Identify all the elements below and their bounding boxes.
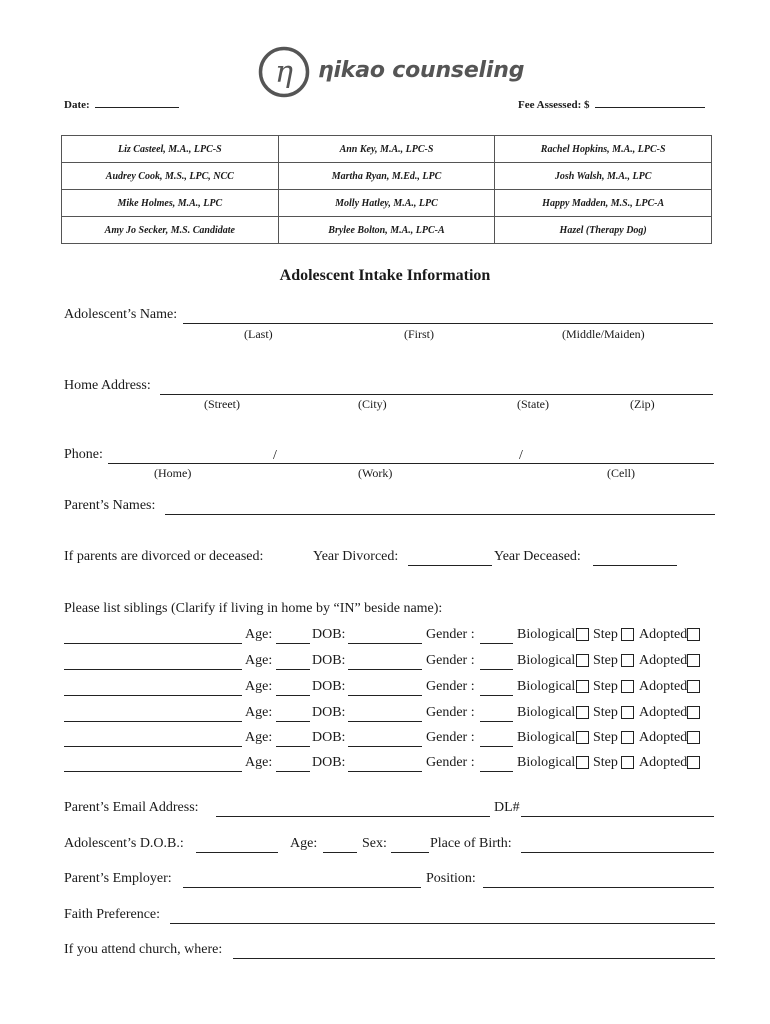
sibling-age-input-line[interactable] (276, 643, 310, 644)
sibling-dob-input-line[interactable] (348, 643, 422, 644)
step-checkbox[interactable] (621, 706, 634, 719)
name-input-line[interactable] (183, 323, 713, 324)
fee-field[interactable] (518, 97, 705, 111)
birthplace-label: Place of Birth: (430, 836, 512, 851)
sibling-dob-label: DOB: (312, 755, 346, 770)
sibling-age-input-line[interactable] (276, 746, 310, 747)
year-divorced-label: Year Divorced: (313, 549, 399, 564)
phone-separator: / (519, 448, 523, 463)
divorce-label: If parents are divorced or deceased: (64, 549, 264, 564)
sex-label: Sex: (362, 836, 387, 851)
sibling-age-label: Age: (245, 705, 273, 720)
sibling-dob-input-line[interactable] (348, 721, 422, 722)
sibling-gender-input-line[interactable] (480, 771, 513, 772)
sibling-age-label: Age: (245, 730, 273, 745)
sibling-step-label: Step (593, 653, 618, 668)
biological-checkbox[interactable] (576, 680, 589, 693)
staff-cell: Liz Casteel, M.A., LPC-S (62, 136, 279, 163)
position-label: Position: (426, 871, 476, 886)
sibling-dob-label: DOB: (312, 705, 346, 720)
sibling-biological-label: Biological (517, 755, 576, 770)
sibling-age-label: Age: (245, 755, 273, 770)
dl-input-line[interactable] (521, 816, 714, 817)
sibling-gender-input-line[interactable] (480, 721, 513, 722)
biological-checkbox[interactable] (576, 731, 589, 744)
sibling-age-input-line[interactable] (276, 669, 310, 670)
sibling-name-input-line[interactable] (64, 771, 242, 772)
sibling-gender-label: Gender : (426, 705, 475, 720)
step-checkbox[interactable] (621, 654, 634, 667)
email-input-line[interactable] (216, 816, 490, 817)
sibling-gender-label: Gender : (426, 730, 475, 745)
sibling-name-input-line[interactable] (64, 695, 242, 696)
staff-cell: Ann Key, M.A., LPC-S (278, 136, 495, 163)
siblings-label: Please list siblings (Clarify if living in home by “IN” beside name): (64, 601, 443, 616)
table-row (62, 217, 712, 244)
sibling-dob-input-line[interactable] (348, 669, 422, 670)
address-sub-city: (City) (358, 397, 387, 411)
step-checkbox[interactable] (621, 680, 634, 693)
name-sub-first: (First) (404, 327, 434, 341)
name-sub-last: (Last) (244, 327, 273, 341)
phone-input-line[interactable] (108, 463, 714, 464)
adopted-checkbox[interactable] (687, 731, 700, 744)
brand-name: ηikao counseling (318, 57, 525, 83)
step-checkbox[interactable] (621, 731, 634, 744)
year-divorced-input-line[interactable] (408, 565, 492, 566)
employer-input-line[interactable] (183, 887, 421, 888)
date-field[interactable] (64, 97, 179, 111)
dl-label: DL# (494, 800, 520, 815)
sex-input-line[interactable] (391, 852, 429, 853)
sibling-age-input-line[interactable] (276, 771, 310, 772)
step-checkbox[interactable] (621, 756, 634, 769)
phone-label: Phone: (64, 447, 103, 462)
table-row (62, 190, 712, 217)
sibling-step-label: Step (593, 679, 618, 694)
sibling-gender-input-line[interactable] (480, 746, 513, 747)
faith-input-line[interactable] (170, 923, 715, 924)
faith-label: Faith Preference: (64, 907, 161, 922)
sibling-name-input-line[interactable] (64, 643, 242, 644)
sibling-dob-label: DOB: (312, 679, 346, 694)
name-sub-middle: (Middle/Maiden) (562, 327, 645, 341)
address-input-line[interactable] (160, 394, 713, 395)
staff-cell: Mike Holmes, M.A., LPC (62, 190, 279, 217)
sibling-dob-label: DOB: (312, 653, 346, 668)
employer-label: Parent’s Employer: (64, 871, 172, 886)
sibling-gender-input-line[interactable] (480, 695, 513, 696)
sibling-adopted-label: Adopted (639, 755, 688, 770)
sibling-gender-input-line[interactable] (480, 643, 513, 644)
form-title: Adolescent Intake Information (279, 267, 491, 284)
age-label: Age: (290, 836, 318, 851)
eta-logo-icon (258, 46, 310, 98)
sibling-gender-label: Gender : (426, 679, 475, 694)
parents-label: Parent’s Names: (64, 498, 156, 513)
staff-cell: Brylee Bolton, M.A., LPC-A (278, 217, 495, 244)
sibling-gender-label: Gender : (426, 755, 475, 770)
address-label: Home Address: (64, 378, 151, 393)
sibling-adopted-label: Adopted (639, 730, 688, 745)
sibling-age-label: Age: (245, 653, 273, 668)
sibling-biological-label: Biological (517, 679, 576, 694)
table-row (62, 136, 712, 163)
sibling-adopted-label: Adopted (639, 679, 688, 694)
biological-checkbox[interactable] (576, 756, 589, 769)
sibling-row (64, 627, 714, 645)
sibling-dob-label: DOB: (312, 730, 346, 745)
sibling-gender-label: Gender : (426, 627, 475, 642)
age-input-line[interactable] (323, 852, 357, 853)
phone-sub-work: (Work) (358, 466, 393, 480)
phone-sub-home: (Home) (154, 466, 192, 480)
sibling-step-label: Step (593, 627, 618, 642)
sibling-row (64, 679, 714, 697)
phone-sub-cell: (Cell) (607, 466, 635, 480)
sibling-row (64, 705, 714, 723)
date-input-line[interactable] (95, 97, 179, 108)
sibling-biological-label: Biological (517, 627, 576, 642)
sibling-biological-label: Biological (517, 653, 576, 668)
sibling-biological-label: Biological (517, 730, 576, 745)
sibling-gender-label: Gender : (426, 653, 475, 668)
biological-checkbox[interactable] (576, 706, 589, 719)
sibling-biological-label: Biological (517, 705, 576, 720)
church-label: If you attend church, where: (64, 942, 223, 957)
position-input-line[interactable] (483, 887, 714, 888)
sibling-age-input-line[interactable] (276, 695, 310, 696)
date-label: Date: (64, 99, 90, 111)
sibling-name-input-line[interactable] (64, 669, 242, 670)
biological-checkbox[interactable] (576, 654, 589, 667)
adopted-checkbox[interactable] (687, 756, 700, 769)
address-sub-zip: (Zip) (630, 397, 655, 411)
sibling-adopted-label: Adopted (639, 627, 688, 642)
sibling-adopted-label: Adopted (639, 653, 688, 668)
year-deceased-input-line[interactable] (593, 565, 677, 566)
birthplace-input-line[interactable] (521, 852, 714, 853)
sibling-gender-input-line[interactable] (480, 669, 513, 670)
address-sub-street: (Street) (204, 397, 240, 411)
staff-cell: Molly Hatley, M.A., LPC (278, 190, 495, 217)
sibling-step-label: Step (593, 730, 618, 745)
sibling-step-label: Step (593, 755, 618, 770)
staff-cell: Josh Walsh, M.A., LPC (495, 163, 712, 190)
fee-input-line[interactable] (595, 97, 705, 108)
sibling-row (64, 730, 714, 748)
sibling-name-input-line[interactable] (64, 721, 242, 722)
step-checkbox[interactable] (621, 628, 634, 641)
name-label: Adolescent’s Name: (64, 307, 178, 322)
svg-text:η: η (275, 55, 293, 90)
adopted-checkbox[interactable] (687, 628, 700, 641)
adopted-checkbox[interactable] (687, 680, 700, 693)
sibling-dob-input-line[interactable] (348, 771, 422, 772)
sibling-name-input-line[interactable] (64, 746, 242, 747)
staff-cell: Audrey Cook, M.S., LPC, NCC (62, 163, 279, 190)
biological-checkbox[interactable] (576, 628, 589, 641)
staff-cell: Happy Madden, M.S., LPC-A (495, 190, 712, 217)
phone-separator: / (273, 448, 277, 463)
adopted-checkbox[interactable] (687, 654, 700, 667)
staff-cell: Hazel (Therapy Dog) (495, 217, 712, 244)
brand-logo (258, 46, 524, 98)
sibling-dob-input-line[interactable] (348, 746, 422, 747)
sibling-dob-input-line[interactable] (348, 695, 422, 696)
sibling-dob-label: DOB: (312, 627, 346, 642)
dob-input-line[interactable] (196, 852, 278, 853)
parents-input-line[interactable] (165, 514, 715, 515)
staff-cell: Rachel Hopkins, M.A., LPC-S (495, 136, 712, 163)
sibling-adopted-label: Adopted (639, 705, 688, 720)
staff-table (61, 135, 712, 244)
sibling-age-input-line[interactable] (276, 721, 310, 722)
staff-cell: Martha Ryan, M.Ed., LPC (278, 163, 495, 190)
address-sub-state: (State) (517, 397, 549, 411)
sibling-row (64, 653, 714, 671)
church-input-line[interactable] (233, 958, 715, 959)
email-label: Parent’s Email Address: (64, 800, 199, 815)
sibling-row (64, 755, 714, 773)
year-deceased-label: Year Deceased: (494, 549, 581, 564)
sibling-age-label: Age: (245, 627, 273, 642)
dob-label: Adolescent’s D.O.B.: (64, 836, 184, 851)
table-row (62, 163, 712, 190)
fee-label: Fee Assessed: $ (518, 99, 590, 111)
adopted-checkbox[interactable] (687, 706, 700, 719)
staff-cell: Amy Jo Secker, M.S. Candidate (62, 217, 279, 244)
sibling-age-label: Age: (245, 679, 273, 694)
sibling-step-label: Step (593, 705, 618, 720)
